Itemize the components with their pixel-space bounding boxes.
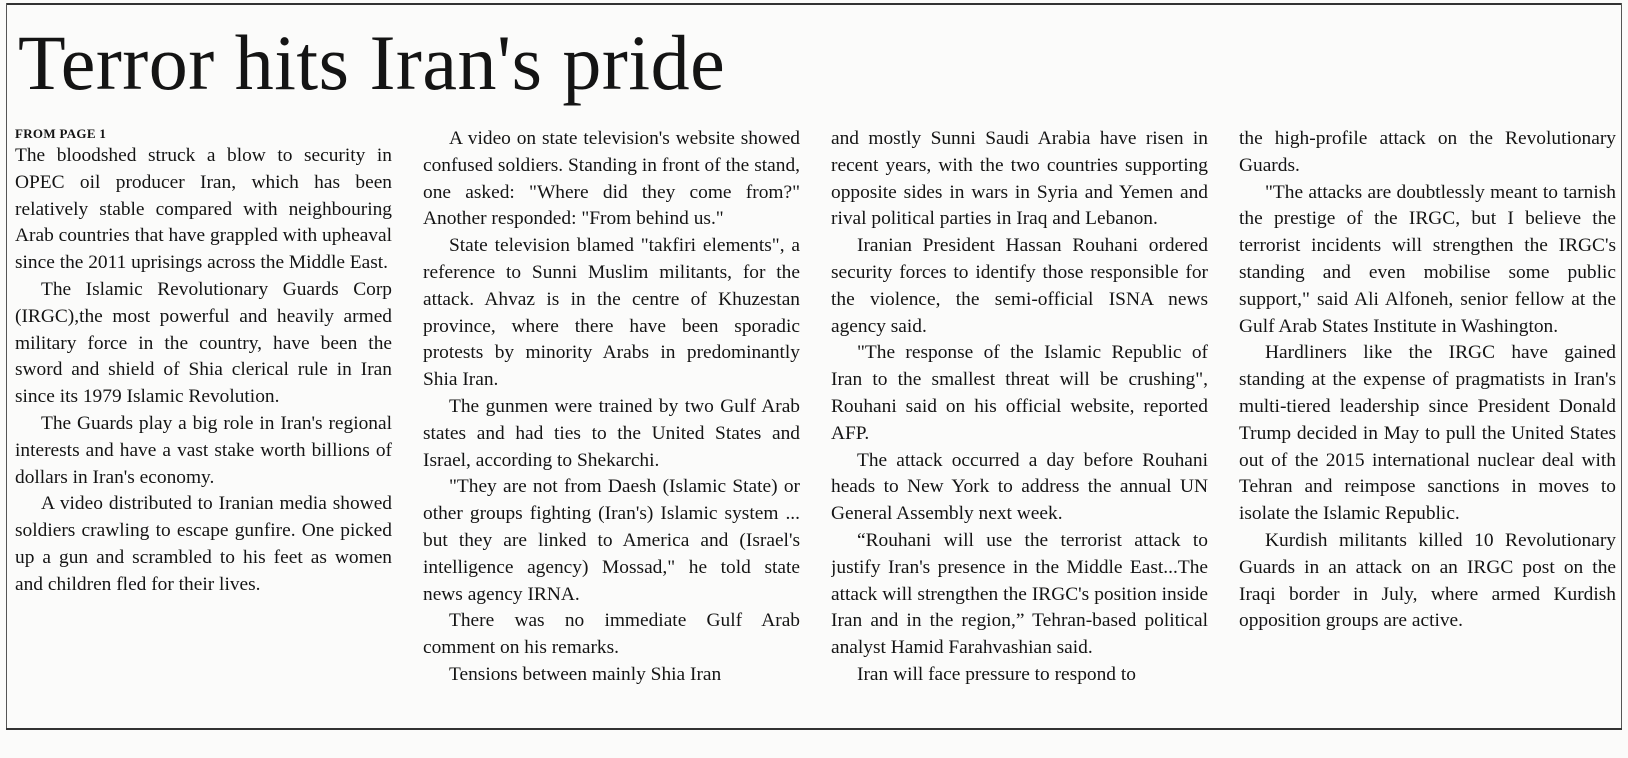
paragraph: The attack occurred a day before Rouhani heads to New York to address the annual UN General Assembly next week. (831, 449, 1208, 525)
paragraph: the high-profile attack on the Revolutionary Guards. (1239, 128, 1616, 176)
article-column-1 (15, 126, 392, 726)
paragraph: There was no immediate Gulf Arab comment on his remarks. (423, 610, 800, 659)
paragraph: Iran will face pressure to respond to (857, 663, 1136, 685)
article-column-3 (831, 126, 1208, 726)
paragraph: Iranian President Hassan Rouhani ordered security forces to identify those responsible for the violence, the semi-official ISNA news agency said. (831, 235, 1208, 337)
kicker-label: FROM PAGE 1 (15, 126, 107, 141)
headline: Terror hits Iran's pride (18, 19, 726, 106)
paragraph: Kurdish militants killed 10 Revolutionary Guards in an attack on an IRGC post on the Iraqi border in July, where armed Kurdish opposition groups are active. (1239, 529, 1616, 632)
paragraph: Hardliners like the IRGC have gained standing at the expense of pragmatists in Iran's multi-tiered leadership since President Donald Trump decided in May to pull the United States out of the 2015 international nuclear deal with Tehran and reimpose sanctions in moves to isolate the Islamic Republic. (1239, 342, 1616, 525)
article-column-4 (1239, 126, 1616, 726)
paragraph: The bloodshed struck a blow to security in OPEC oil producer Iran, which has been relatively stable compared with neighbouring Arab countries that have grappled with upheaval since the 2011 uprisings across the Middle East. (15, 145, 392, 274)
paragraph: and mostly Sunni Saudi Arabia have risen in recent years, with the two countries supporting opposite sides in wars in Syria and Yemen and rival political parties in Iraq and Lebanon. (831, 128, 1208, 230)
top-rule (6, 3, 1622, 5)
paragraph: The gunmen were trained by two Gulf Arab states and had ties to the United States and Israel, according to Shekarchi. (423, 395, 800, 471)
paragraph: Tensions between mainly Shia Iran (449, 663, 722, 685)
paragraph: State television blamed "takfiri elements", a reference to Sunni Muslim militants, for the attack. Ahvaz is in the centre of Khuzestan province, where there have been sporadic protests by minority Arabs in predominantly Shia Iran. (423, 235, 800, 391)
paragraph: A video on state television's website showed confused soldiers. Standing in front of the stand, one asked: "Where did they come from?" Another responded: "From behind us." (423, 128, 800, 230)
left-rule (6, 3, 7, 728)
article-body (15, 126, 1615, 726)
bottom-rule (6, 728, 1622, 730)
paragraph: "The attacks are doubtlessly meant to tarnish the prestige of the IRGC, but I believe the terrorist incidents will strengthen the IRGC's standing and even mobilise some public support," said Ali Alfoneh, senior fellow at the Gulf Arab States Institute in Washington. (1239, 181, 1616, 337)
paragraph: "The response of the Islamic Republic of Iran to the smallest threat will be crushing", Rouhani said on his official website, reported AFP. (831, 342, 1208, 444)
right-rule (1621, 3, 1622, 728)
paragraph: The Islamic Revolutionary Guards Corp (IRGC),the most powerful and heavily armed military force in the country, have been the sword and shield of Shia clerical rule in Iran since its 1979 Islamic Revolution. (15, 278, 392, 408)
paragraph: "They are not from Daesh (Islamic State) or other groups fighting (Iran's) Islamic system ... but they are linked to America and (Israel's intelligence agency) Mossad," he told state news agency IRNA. (423, 476, 800, 605)
paragraph: “Rouhani will use the terrorist attack to justify Iran's presence in the Middle East...The attack will strengthen the IRGC's position inside Iran and in the region,” Tehran-based political analyst Hamid Farahvashian said. (831, 529, 1208, 659)
article-column-2 (423, 126, 800, 726)
paragraph: The Guards play a big role in Iran's regional interests and have a vast stake worth billions of dollars in Iran's economy. (15, 412, 392, 488)
paragraph: A video distributed to Iranian media showed soldiers crawling to escape gunfire. One picked up a gun and scrambled to his feet as women and children fled for their lives. (15, 493, 392, 595)
